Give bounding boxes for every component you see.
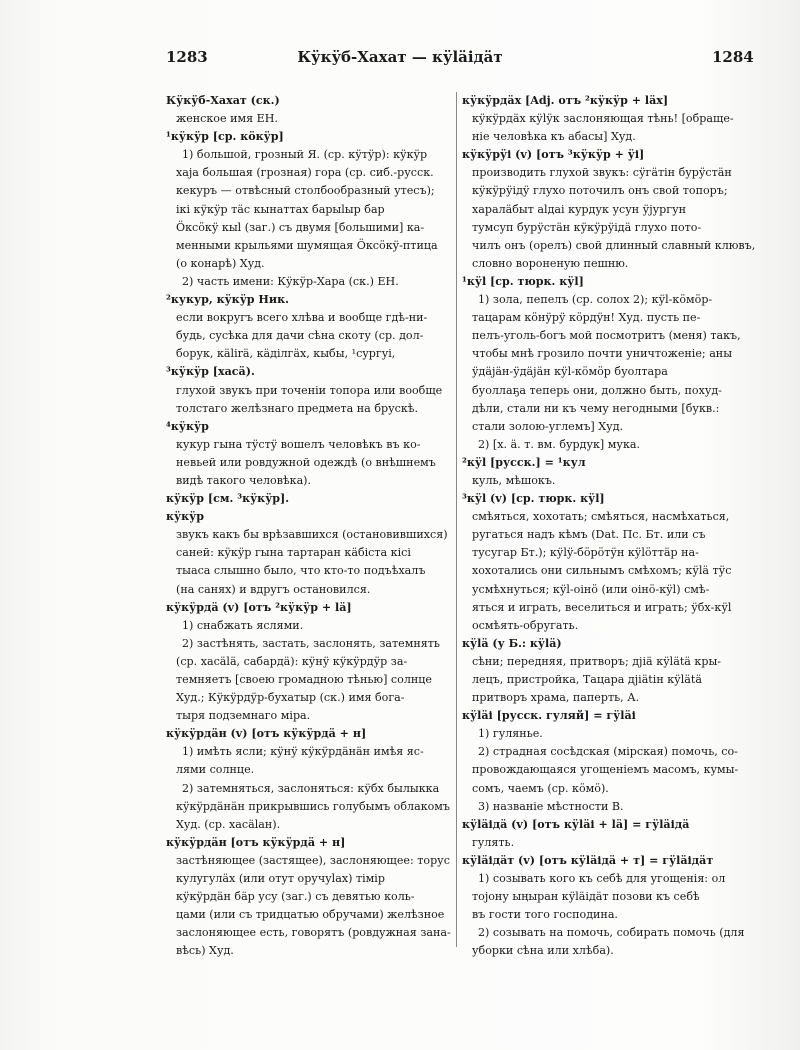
entry-text-line: (ср. хасälä, сабардä): кӱнӱ кӱкӱрдӱр за- [176,654,408,668]
entry-text-line: буоллаҕа теперь они, должно быть, похуд- [472,383,722,397]
entry-text-line: чилъ онъ (орелъ) свой длинный славный клювъ, [472,238,756,252]
entry-text-line: словно вороненую пешню. [472,256,629,270]
entry-headword: кӱкӱрдäн (v) [отъ кӱкӱрдä + н] [166,727,367,741]
entry-text-line: кӱкӱрдäнäн прикрывшись голубымъ облакомъ [176,799,450,813]
entry-text-line: лецъ, пристройка, Тацара дjіätін кӱlätä [472,673,702,686]
entry-text-line: тацарам кӧнӱрӱ кӧрдӱн! Худ. пусть пе- [472,311,701,325]
entry-text-line: темняетъ [своею громадною тѣнью] солнце [176,673,432,686]
entry-text-line: провождающаяся угощеніемъ масомъ, кумы- [472,763,739,777]
entry-text-line: вѣсь) Худ. [176,944,234,958]
entry-headword: Кӱкӱб-Хахат (ск.) [166,94,280,107]
entry-text-line: тыря подземнаго міра. [176,709,311,723]
entry-text-line: 2) застѣнять, застать, заслонять, затемнять [182,636,440,650]
entry-text-line: гулять. [472,835,515,849]
entry-text-line: если вокругъ всего хлѣва и вообще гдѣ-ни- [176,311,428,325]
entry-text-line: 3) названіе мѣстности В. [478,799,624,813]
entry-text-line: кукур гына тӱстӱ вошелъ человѣкъ въ ко- [176,437,421,451]
page-header [0,48,800,72]
entry-text-line: 2) [х. ä. т. вм. бурдук] мука. [478,437,641,451]
page-number-left: 1283 [166,48,208,66]
entry-headword: кӱlä (у Б.: кӱlä) [462,636,562,650]
entry-text-line: кӱкӱрӱідӱ глухо поточилъ онъ свой топоръ; [472,184,728,198]
entry-text-line: тусугар Бт.); кӱlӱ-бӧрӧтӱн кӱlӧттäр на- [472,546,699,560]
entry-text-line: чтобы мнѣ грозило почти уничтоженіе; аны [472,347,733,361]
entry-headword: кӱläідä (v) [отъ кӱläі + lä] = гӱläідä [462,817,690,831]
entry-text-line: женское имя ЕН. [176,112,278,126]
entry-headword: кӱкӱрӱі (v) [отъ ³кӱкӱр + ӱі] [462,148,645,162]
entry-text-line: ніе человѣка къ абасы] Худ. [472,130,636,144]
entry-text-line: ӱдäjäн-ӱдäjäн кӱl-кӧмӧр буолтара [472,365,668,379]
entry-text-line: 1) снабжать яслями. [182,618,304,632]
entry-text-line: видѣ такого человѣка). [176,473,312,487]
entry-text-line: 2) затемняться, заслоняться: кӱбх былыкка [182,781,440,795]
entry-headword: ³кӱl (v) [ср. тюрк. кӱl] [462,492,605,506]
entry-text-line: борук, кälirä, кäділгäх, кыбы, ¹сургуі, [176,347,396,361]
entry-text-line: невьей или ровдужной одеждѣ (о внѣшнемъ [176,455,436,469]
entry-text-line: хохотались они сильнымъ смѣхомъ; кӱlä тӱс [472,564,732,578]
entry-text-line: дѣли, стали ни къ чему негодными [букв.: [472,401,720,415]
entry-text-line: (о конарѣ) Худ. [176,256,265,270]
entry-text-line: кӱкӱрдäн бäр усу (заг.) съ девятью коль- [176,890,415,904]
entry-text-line: сѣни; передняя, притворъ; дjіä кӱlätä кры- [472,654,722,668]
entry-text-line: ругаться надъ кѣмъ (Dat. Пс. Бт. или съ [472,528,706,542]
running-title: Кӱкӱб-Хахат — кӱläідäт [297,48,503,66]
entry-headword: кӱкӱр [166,510,204,524]
entry-headword: ¹кӱкӱр [ср. кӧкӱр] [166,130,284,144]
entry-text-line: 1) зола, пепелъ (ср. солох 2); кӱl-кӧмӧр- [478,293,713,307]
entry-text-line: тумсуп бурӱстäн кӱкӱрӱідä глухо пото- [472,220,702,234]
entry-text-line: заслоняющее есть, говорятъ (ровдужная зана- [176,926,451,940]
entry-headword: кӱкӱрдäх [Adj. отъ ²кӱкӱр + läx] [462,94,669,107]
entry-text-line: застѣняющее (застящее), заслоняющее: торус [176,853,450,867]
entry-headword: ²кукур, кӱкӱр Ник. [166,293,289,307]
entry-text-line: 1) созывать кого къ себѣ для угощенія: ол [478,872,726,886]
entry-headword: кӱкӱрдäн [отъ кӱкӱрдä + н] [166,835,346,849]
entry-text-line: стали золою-углемъ] Худ. [472,419,624,433]
entry-text-line: 1) большой, грозный Я. (ср. кӱтӱр): кӱкӱр [182,148,428,162]
entry-text-line: 1) гулянье. [478,727,543,741]
entry-text-line: производить глухой звукъ: сӱгäтін бурӱстäн [472,166,732,180]
entry-text-line: цами (или съ тридцатью обручами) желѣзное [176,908,445,922]
entry-text-line: кекуръ — отвѣсный столбообразный утесъ); [176,184,435,198]
entry-text-line: Худ. (ср. хасälан). [176,817,281,831]
entry-text-line: хаjа большая (грозная) гора (ср. сиб.-русск. [176,166,434,180]
entry-text-line: тоjону ыңыран кӱläідäт позови къ себѣ [472,890,700,904]
entry-text-line: Ӧксӧкӱ кыl (заг.) съ двумя [большими] ка- [176,220,425,234]
entry-text-line: пелъ-уголь-богъ мой посмотритъ (меня) такъ, [472,329,741,343]
entry-text-line: звукъ какъ бы врѣзавшихся (остановившихся) [176,528,448,542]
entry-text-line: ікі кӱкӱр тäс кынаттах барыlыр бар [176,202,385,216]
entry-text-line: кӱкӱрдäх кӱlӱк заслоняющая тѣнь! [обраще- [472,112,734,126]
entry-headword: ¹кӱl [ср. тюрк. кӱl] [462,274,584,288]
entry-text-line: притворъ храма, паперть, А. [472,691,640,705]
entry-headword: ²кӱl [русск.] = ¹кул [462,455,586,469]
entry-headword: кӱläідäт (v) [отъ кӱläідä + т] = гӱläідäт [462,853,714,867]
entry-text-line: кулугулäх (или отут оручуlах) тімір [176,872,385,886]
entry-text-line: 2) часть имени: Кӱкӱр-Хара (ск.) ЕН. [182,274,399,288]
entry-headword: ⁴кӱкӱр [166,419,209,433]
entry-text-line: въ гости того господина. [472,908,618,922]
entry-text-line: глухой звукъ при точеніи топора или вообще [176,383,443,397]
entry-text-line: куль, мѣшокъ. [472,473,556,487]
left-column [166,92,453,961]
entry-text-line: смѣяться, хохотать; смѣяться, насмѣхаться, [472,510,730,524]
entry-text-line: 2) созывать на помочь, собирать помочь (для [478,926,745,940]
entry-headword: кӱläі [русск. гуляй] = гӱläі [462,709,636,723]
entry-text-line: менными крыльями шумящая Ӧксӧкӱ-птица [176,238,438,252]
right-column [462,92,758,961]
entry-text-line: саней: кӱкӱр гына тартаран кäбіста кісі [176,546,411,560]
entry-text-line: яться и играть, веселиться и играть; ӱбх-кӱl [472,600,732,614]
entry-text-line: 2) страдная сосѣдская (мірская) помочь, со- [478,745,738,759]
entry-headword: ³кӱкӱр [хасä). [166,365,255,379]
entry-text-line: (на санях) и вдругъ остановился. [176,582,371,596]
entry-text-line: лями солнце. [176,763,255,777]
entry-text-line: толстаго желѣзнаго предмета на брускѣ. [176,401,418,415]
entry-text-line: харалäбыт аlдаі курдук усун ӱjургун [472,202,686,216]
entry-text-line: тыаса слышно было, что кто-то подъѣхалъ [176,564,426,578]
entry-text-line: уборки сѣна или хлѣба). [472,944,614,958]
page-number-right: 1284 [712,48,754,66]
entry-headword: кӱкӱрдä (v) [отъ ²кӱкӱр + lä] [166,600,352,614]
entry-text-line: Худ.; Кӱкӱрдӱр-бухатыр (ск.) имя богa- [176,691,405,705]
entry-text-line: сомъ, чаемъ (ср. кӧмӧ). [472,781,609,795]
entry-text-line: усмѣхнуться; кӱl-оінӧ (или оінӧ-кӱl) смѣ- [472,582,710,596]
entry-headword: кӱкӱр [см. ³кӱкӱр]. [166,492,290,506]
entry-text-line: будь, сусѣка для дачи сѣна скоту (ср. дол- [176,329,424,343]
entry-text-line: осмѣять-обругать. [472,618,579,632]
entry-text-line: 1) имѣть ясли; кӱнӱ кӱкӱрдäнäн имѣя яс- [182,745,424,759]
column-divider [456,92,457,947]
